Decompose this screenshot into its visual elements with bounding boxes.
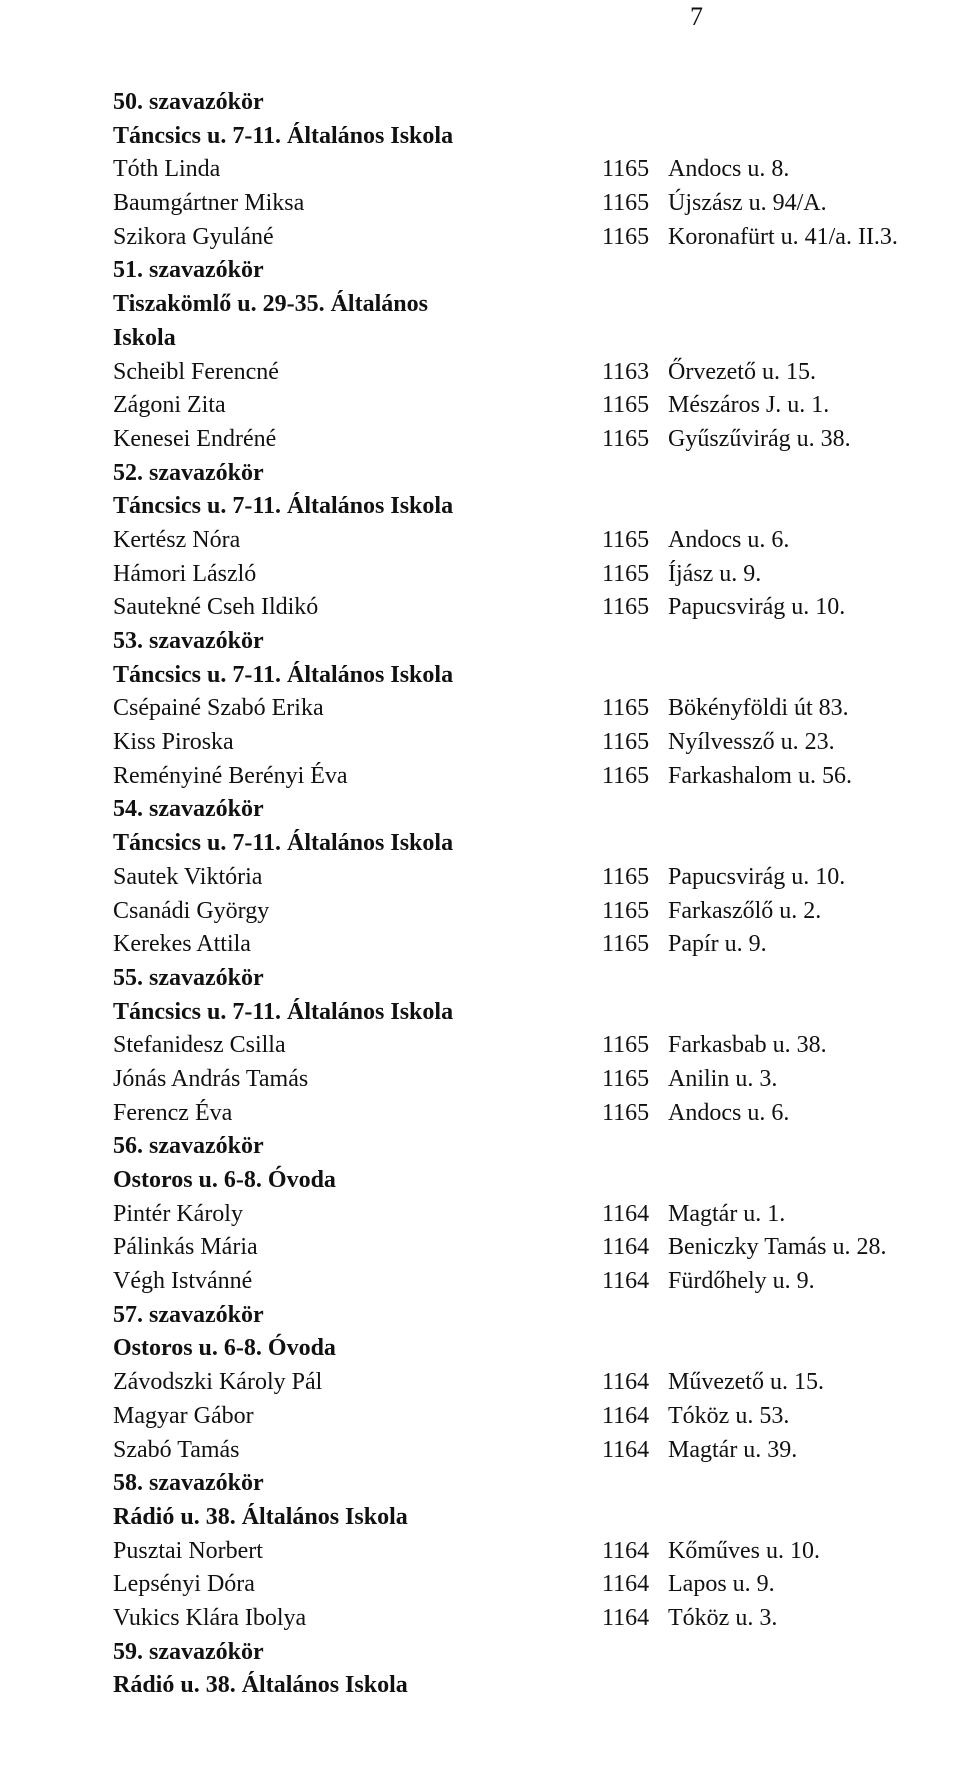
member-address: Andocs u. 6.	[668, 1099, 790, 1126]
district-title: 59. szavazókör	[113, 1638, 264, 1665]
member-name: Tóth Linda	[113, 156, 221, 183]
member-name: Végh Istvánné	[113, 1268, 253, 1295]
member-zip-code: 1165	[602, 931, 650, 958]
member-address: Kőműves u. 10.	[668, 1537, 820, 1564]
member-name: Zágoni Zita	[113, 392, 226, 419]
member-row	[113, 1400, 953, 1434]
member-row	[113, 1602, 953, 1636]
district-title: 55. szavazókör	[113, 964, 264, 991]
member-address: Papír u. 9.	[668, 931, 767, 958]
polling-district	[113, 457, 953, 625]
member-name: Kerekes Attila	[113, 931, 251, 958]
member-name: Stefanidesz Csilla	[113, 1032, 286, 1059]
member-address: Anilin u. 3.	[668, 1065, 778, 1092]
member-address: Farkashalom u. 56.	[668, 762, 852, 789]
member-zip-code: 1163	[602, 358, 650, 385]
member-zip-code: 1164	[602, 1571, 650, 1598]
member-address: Lapos u. 9.	[668, 1571, 775, 1598]
member-row	[113, 356, 953, 390]
member-row	[113, 1366, 953, 1400]
member-name: Závodszki Károly Pál	[113, 1369, 323, 1396]
district-location: Táncsics u. 7-11. Általános Iskola	[113, 830, 454, 857]
district-location: Iskola	[113, 324, 176, 351]
page-number: 7	[690, 2, 703, 31]
member-row	[113, 726, 953, 760]
member-row	[113, 1535, 953, 1569]
member-name: Kiss Piroska	[113, 729, 234, 756]
member-zip-code: 1165	[602, 594, 650, 621]
member-row	[113, 1029, 953, 1063]
member-zip-code: 1165	[602, 425, 650, 452]
member-name: Sautek Viktória	[113, 863, 263, 890]
member-address: Művezető u. 15.	[668, 1369, 824, 1396]
member-name: Szabó Tamás	[113, 1436, 240, 1463]
member-address: Magtár u. 1.	[668, 1200, 786, 1227]
member-name: Ferencz Éva	[113, 1099, 233, 1126]
member-name: Hámori László	[113, 560, 257, 587]
member-row	[113, 928, 953, 962]
district-location: Táncsics u. 7-11. Általános Iskola	[113, 493, 454, 520]
member-zip-code: 1164	[602, 1604, 650, 1631]
member-name: Reményiné Berényi Éva	[113, 762, 348, 789]
polling-district-list	[113, 86, 953, 1703]
member-address: Andocs u. 8.	[668, 156, 790, 183]
member-address: Koronafürt u. 41/a. II.3.	[668, 223, 898, 250]
member-row	[113, 187, 953, 221]
district-title: 51. szavazókör	[113, 257, 264, 284]
member-row	[113, 558, 953, 592]
polling-district	[113, 1130, 953, 1298]
district-title: 53. szavazókör	[113, 628, 264, 654]
district-title: 52. szavazókör	[113, 459, 264, 486]
member-row	[113, 389, 953, 423]
member-zip-code: 1164	[602, 1537, 650, 1564]
polling-district	[113, 962, 953, 1130]
polling-district	[113, 1467, 953, 1635]
member-zip-code: 1164	[602, 1268, 650, 1295]
member-zip-code: 1165	[602, 1065, 650, 1092]
member-name: Kertész Nóra	[113, 526, 241, 553]
member-zip-code: 1164	[602, 1200, 650, 1227]
member-address: Nyílvessző u. 23.	[668, 729, 835, 756]
member-name: Jónás András Tamás	[113, 1065, 309, 1092]
member-zip-code: 1165	[602, 897, 650, 924]
district-title: 57. szavazókör	[113, 1301, 264, 1328]
member-zip-code: 1165	[602, 729, 650, 756]
district-location: Tiszakömlő u. 29-35. Általános	[113, 291, 428, 318]
member-zip-code: 1165	[602, 156, 650, 183]
polling-district	[113, 793, 953, 961]
district-location: Rádió u. 38. Általános Iskola	[113, 1503, 408, 1530]
district-location: Ostoros u. 6-8. Óvoda	[113, 1167, 336, 1193]
member-address: Farkasbab u. 38.	[668, 1032, 827, 1059]
member-name: Csépainé Szabó Erika	[113, 695, 324, 722]
member-address: Fürdőhely u. 9.	[668, 1268, 815, 1295]
member-zip-code: 1165	[602, 1099, 650, 1126]
member-zip-code: 1165	[602, 762, 650, 789]
member-row	[113, 1568, 953, 1602]
member-address: Íjász u. 9.	[668, 560, 762, 587]
member-zip-code: 1164	[602, 1436, 650, 1463]
member-name: Lepsényi Dóra	[113, 1571, 255, 1598]
district-location: Ostoros u. 6-8. Óvoda	[113, 1335, 336, 1362]
member-row	[113, 1434, 953, 1468]
member-row	[113, 221, 953, 255]
member-zip-code: 1165	[602, 695, 650, 722]
member-address: Mészáros J. u. 1.	[668, 392, 830, 419]
member-address: Andocs u. 6.	[668, 526, 790, 553]
member-address: Tóköz u. 53.	[668, 1402, 790, 1429]
member-row	[113, 1198, 953, 1232]
member-row	[113, 591, 953, 625]
polling-district	[113, 625, 953, 793]
member-name: Kenesei Endréné	[113, 425, 277, 452]
member-row	[113, 423, 953, 457]
member-zip-code: 1165	[602, 863, 650, 890]
member-name: Scheibl Ferencné	[113, 358, 279, 385]
member-name: Sautekné Cseh Ildikó	[113, 594, 319, 621]
member-address: Papucsvirág u. 10.	[668, 863, 846, 890]
member-name: Pusztai Norbert	[113, 1537, 263, 1564]
member-zip-code: 1165	[602, 560, 650, 587]
polling-district	[113, 1636, 953, 1703]
member-name: Pintér Károly	[113, 1200, 243, 1227]
member-zip-code: 1164	[602, 1402, 650, 1429]
district-location: Rádió u. 38. Általános Iskola	[113, 1672, 408, 1699]
member-row	[113, 1265, 953, 1299]
member-address: Gyűszűvirág u. 38.	[668, 425, 851, 452]
member-row	[113, 1063, 953, 1097]
member-address: Farkaszőlő u. 2.	[668, 897, 822, 924]
member-name: Magyar Gábor	[113, 1402, 254, 1429]
member-row	[113, 1231, 953, 1265]
member-address: Magtár u. 39.	[668, 1436, 798, 1463]
district-title: 58. szavazókör	[113, 1470, 264, 1497]
district-title: 50. szavazókör	[113, 89, 264, 115]
member-row	[113, 692, 953, 726]
member-row	[113, 895, 953, 929]
member-zip-code: 1164	[602, 1234, 650, 1261]
member-name: Vukics Klára Ibolya	[113, 1604, 307, 1631]
member-row	[113, 524, 953, 558]
district-title: 54. szavazókör	[113, 796, 264, 823]
member-name: Szikora Gyuláné	[113, 223, 274, 250]
member-address: Beniczky Tamás u. 28.	[668, 1234, 887, 1261]
member-row	[113, 153, 953, 187]
member-zip-code: 1165	[602, 190, 650, 217]
member-zip-code: 1165	[602, 526, 650, 553]
member-name: Csanádi György	[113, 897, 270, 924]
member-name: Pálinkás Mária	[113, 1234, 258, 1261]
member-row	[113, 1097, 953, 1131]
polling-district	[113, 254, 953, 456]
polling-district	[113, 86, 953, 254]
member-zip-code: 1165	[602, 392, 650, 419]
member-address: Bökényföldi út 83.	[668, 695, 849, 722]
member-name: Baumgártner Miksa	[113, 190, 305, 217]
polling-district	[113, 1299, 953, 1467]
member-row	[113, 861, 953, 895]
district-title: 56. szavazókör	[113, 1133, 264, 1160]
member-address: Tóköz u. 3.	[668, 1604, 778, 1631]
district-location: Táncsics u. 7-11. Általános Iskola	[113, 122, 454, 149]
district-location: Táncsics u. 7-11. Általános Iskola	[113, 998, 454, 1025]
member-zip-code: 1164	[602, 1369, 650, 1396]
member-address: Őrvezető u. 15.	[668, 358, 816, 385]
member-row	[113, 760, 953, 794]
member-zip-code: 1165	[602, 1032, 650, 1059]
member-zip-code: 1165	[602, 223, 650, 250]
member-address: Papucsvirág u. 10.	[668, 594, 846, 621]
member-address: Újszász u. 94/A.	[668, 190, 827, 217]
district-location: Táncsics u. 7-11. Általános Iskola	[113, 661, 454, 688]
